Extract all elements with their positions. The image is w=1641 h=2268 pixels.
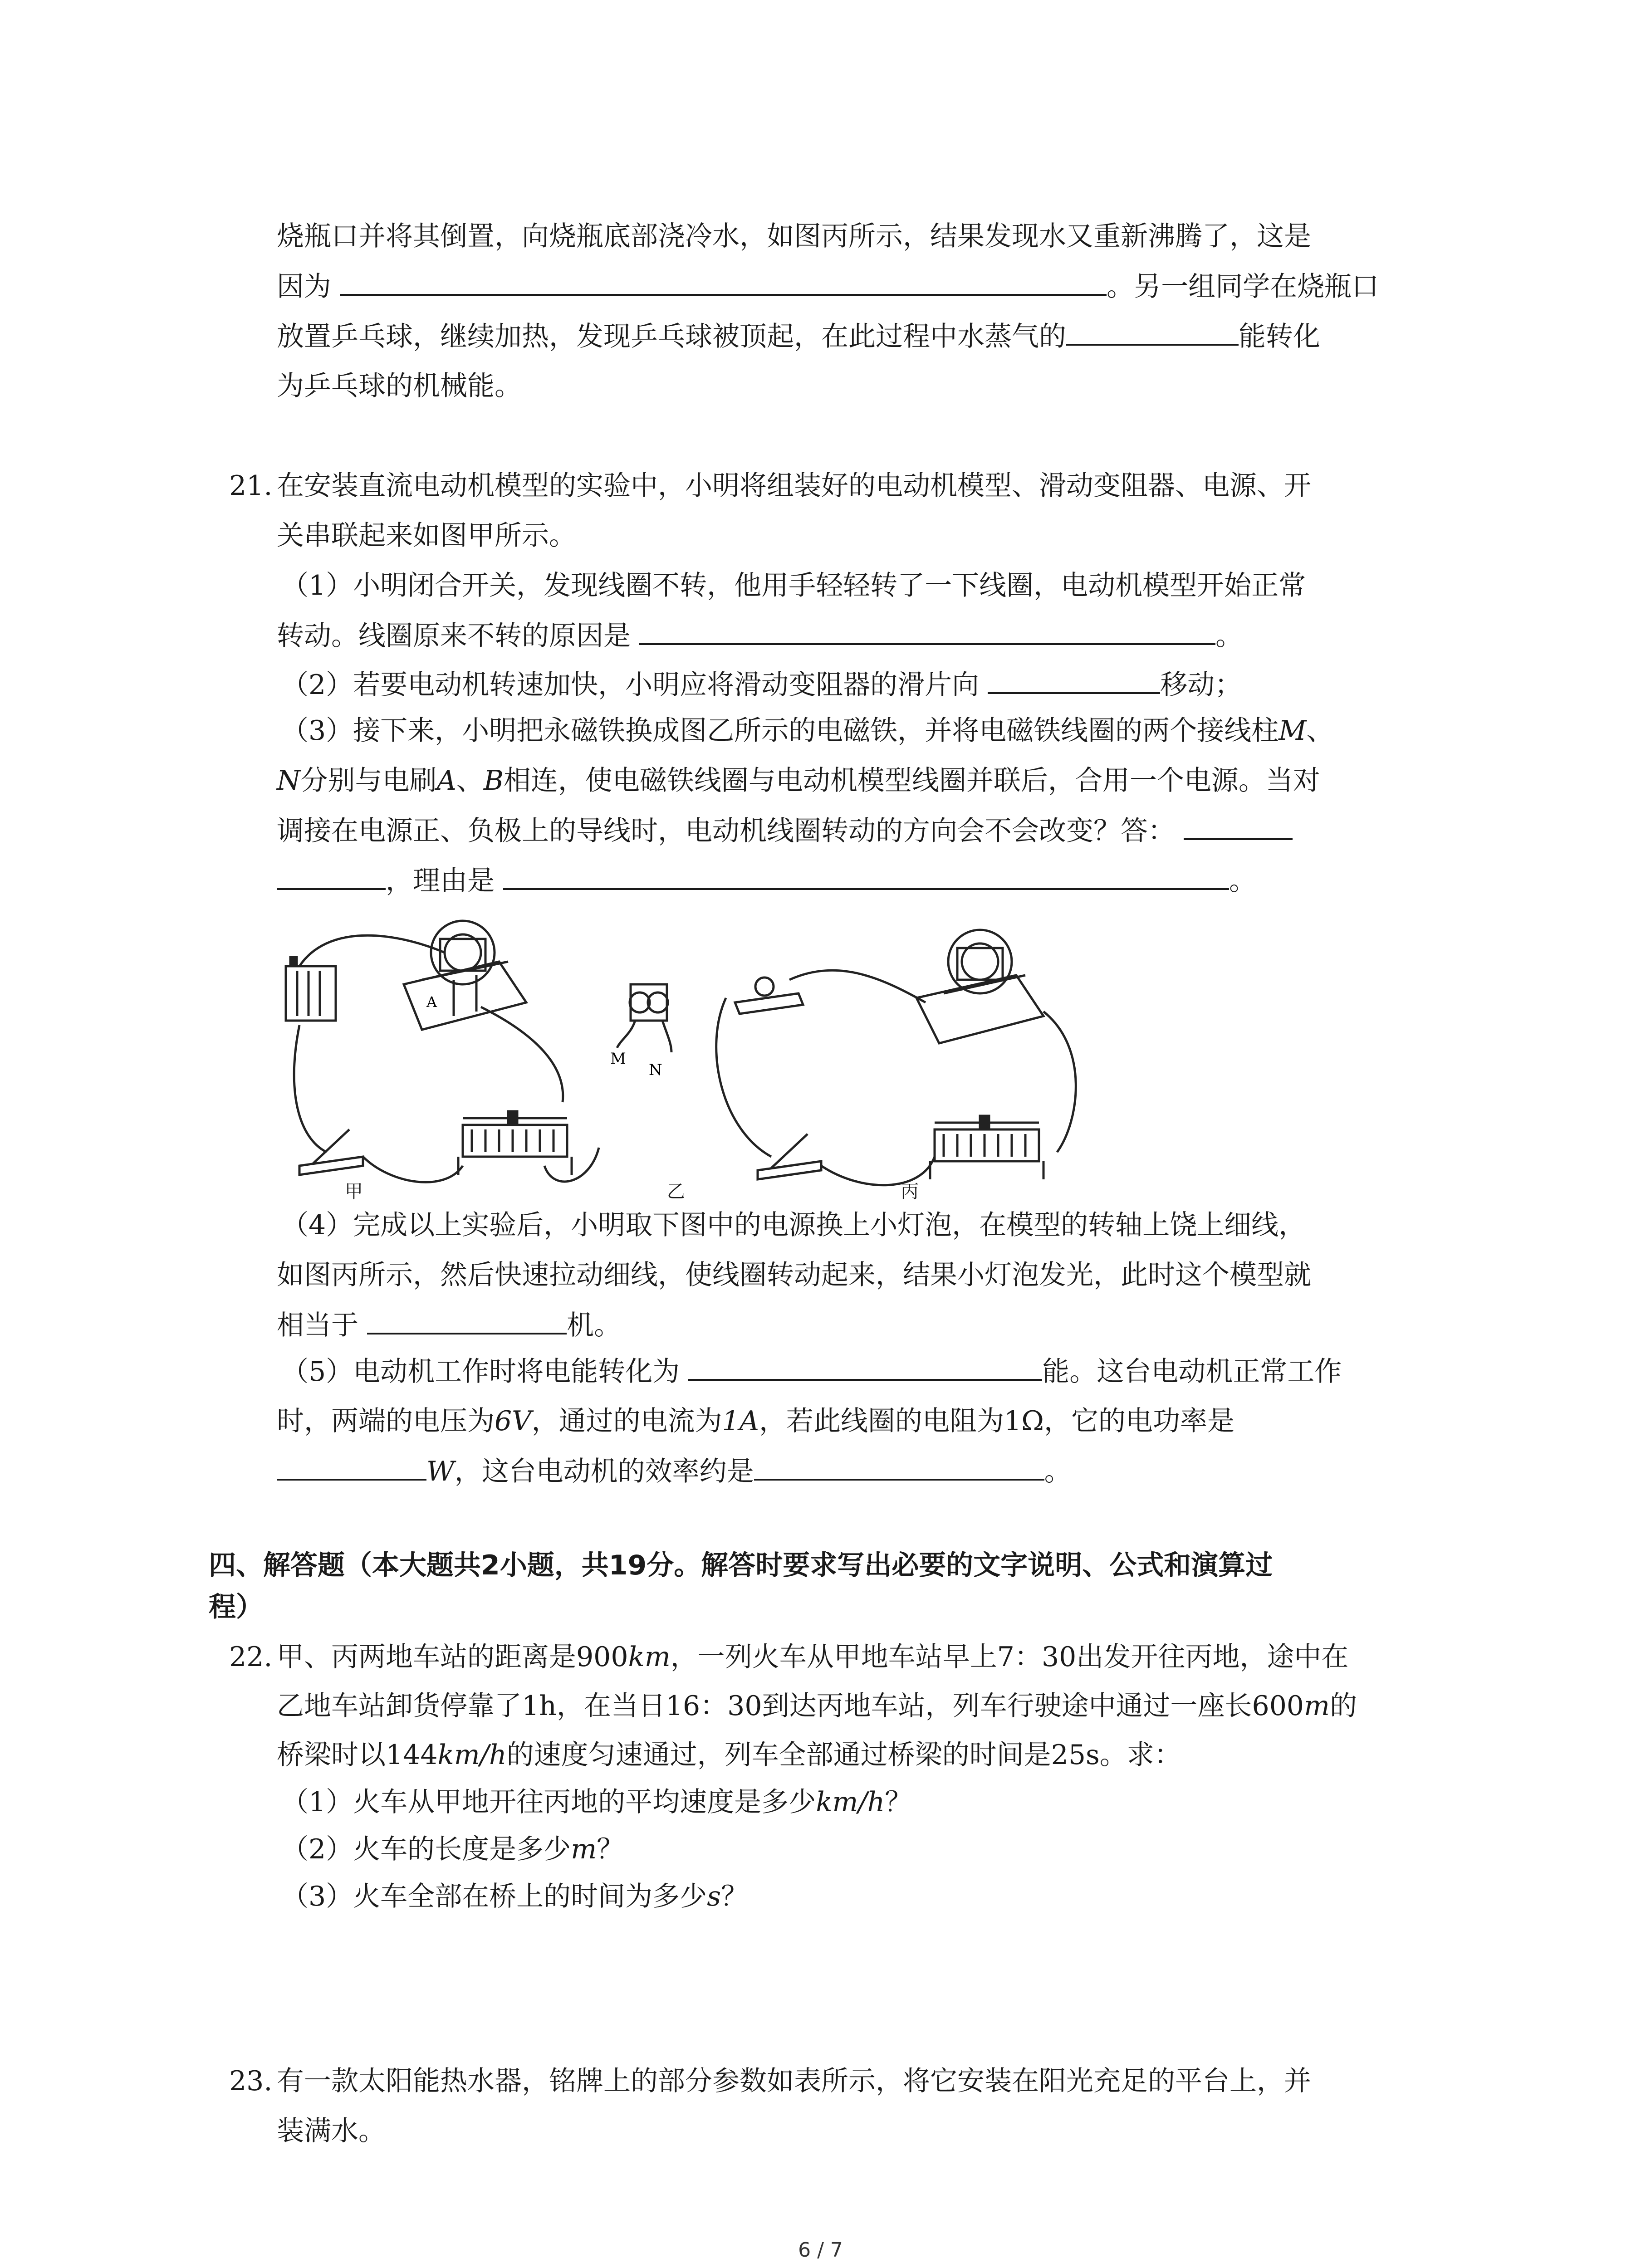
figure-caption-yi: 乙 <box>667 1181 685 1202</box>
label-N: N <box>649 1061 662 1079</box>
q22-line-1: 甲、丙两地车站的距离是900km，一列火车从甲地车站早上7：30出发开往丙地，途中在 <box>277 1641 1349 1673</box>
q21-part3-line-3: 调接在电源正、负极上的导线时，电动机线圈转动的方向会不会改变？答： <box>277 811 1293 850</box>
q21-part5-line-3: W，这台电动机的效率约是 。 <box>277 1452 1072 1491</box>
answer-blank[interactable] <box>503 861 1229 890</box>
figure-caption-bing: 丙 <box>901 1181 919 1202</box>
answer-blank[interactable] <box>1066 317 1239 346</box>
q20-line-1: 烧瓶口并将其倒置，向烧瓶底部浇冷水，如图丙所示，结果发现水又重新沸腾了，这是 <box>277 220 1311 252</box>
answer-blank[interactable] <box>277 1452 426 1481</box>
q22-sub-1: （1）火车从甲地开往丙地的平均速度是多少km/h？ <box>281 1786 912 1818</box>
section-heading: 四、解答题（本大题共2小题，共19分。解答时要求写出必要的文字说明、公式和演算过 <box>209 1549 1273 1581</box>
answer-blank[interactable] <box>340 267 1107 296</box>
q21-part1-line-1: （1）小明闭合开关，发现线圈不转，他用手轻轻转了一下线圈，电动机模型开始正常 <box>281 570 1306 601</box>
q21-part5-line-2: 时，两端的电压为6V，通过的电流为1A，若此线圈的电阻为1Ω，它的电功率是 <box>277 1405 1234 1437</box>
answer-blank[interactable] <box>754 1452 1044 1481</box>
section-heading-cont: 程） <box>209 1591 263 1623</box>
q23-line-1: 有一款太阳能热水器，铭牌上的部分参数如表所示，将它安装在阳光充足的平台上，并 <box>277 2065 1311 2097</box>
motor-experiment-figure <box>272 912 1116 1202</box>
page-number: 6 / 7 <box>798 2239 843 2262</box>
q21-part1-line-2: 转动。线圈原来不转的原因是 。 <box>277 616 1243 655</box>
answer-blank[interactable] <box>639 616 1215 645</box>
q22-line-2: 乙地车站卸货停靠了1h，在当日16：30到达丙地车站，列车行驶途中通过一座长600m的 <box>277 1690 1357 1722</box>
q22-line-3: 桥梁时以144km/h的速度匀速通过，列车全部通过桥梁的时间是25s。求： <box>277 1739 1181 1771</box>
answer-blank[interactable] <box>367 1305 567 1334</box>
q20-line-4: 为乒乓球的机械能。 <box>277 370 522 402</box>
q21-part4-line-1: （4）完成以上实验后，小明取下图中的电源换上小灯泡，在模型的转轴上饶上细线， <box>281 1209 1306 1241</box>
q21-line-2: 关串联起来如图甲所示。 <box>277 520 576 552</box>
question-number: 21. <box>229 470 273 502</box>
figure-caption-jia: 甲 <box>345 1181 363 1202</box>
q21-line-1: 在安装直流电动机模型的实验中，小明将组装好的电动机模型、滑动变阻器、电源、开 <box>277 470 1311 502</box>
question-number: 23. <box>229 2065 273 2097</box>
q22-sub-2: （2）火车的长度是多少m？ <box>281 1833 624 1865</box>
q23-line-2: 装满水。 <box>277 2115 386 2147</box>
answer-blank[interactable] <box>688 1352 1042 1381</box>
q20-line-2: 因为 。另一组同学在烧瓶口 <box>277 267 1379 306</box>
q21-part3-line-1: （3）接下来，小明把永磁铁换成图乙所示的电磁铁，并将电磁铁线圈的两个接线柱M、 <box>281 715 1334 747</box>
question-number: 22. <box>229 1641 273 1673</box>
q21-part4-line-2: 如图丙所示，然后快速拉动细线，使线圈转动起来，结果小灯泡发光，此时这个模型就 <box>277 1259 1311 1291</box>
answer-blank[interactable] <box>988 665 1160 694</box>
q21-part5-line-1: （5）电动机工作时将电能转化为 能。这台电动机正常工作 <box>281 1352 1342 1391</box>
label-A: A <box>426 993 437 1011</box>
answer-blank[interactable] <box>1184 811 1293 840</box>
q21-part2: （2）若要电动机转速加快，小明应将滑动变阻器的滑片向 移动； <box>281 665 1242 704</box>
answer-blank[interactable] <box>277 861 386 890</box>
q21-part3-line-4: ，理由是 。 <box>277 861 1256 900</box>
label-M: M <box>610 1050 626 1068</box>
q20-line-3: 放置乒乓球，继续加热，发现乒乓球被顶起，在此过程中水蒸气的 能转化 <box>277 317 1320 356</box>
q21-part4-line-3: 相当于 机。 <box>277 1305 621 1345</box>
q21-part3-line-2: N分别与电刷A、B相连，使电磁铁线圈与电动机模型线圈并联后，合用一个电源。当对 <box>277 765 1320 797</box>
q22-sub-3: （3）火车全部在桥上的时间为多少s？ <box>281 1881 748 1912</box>
